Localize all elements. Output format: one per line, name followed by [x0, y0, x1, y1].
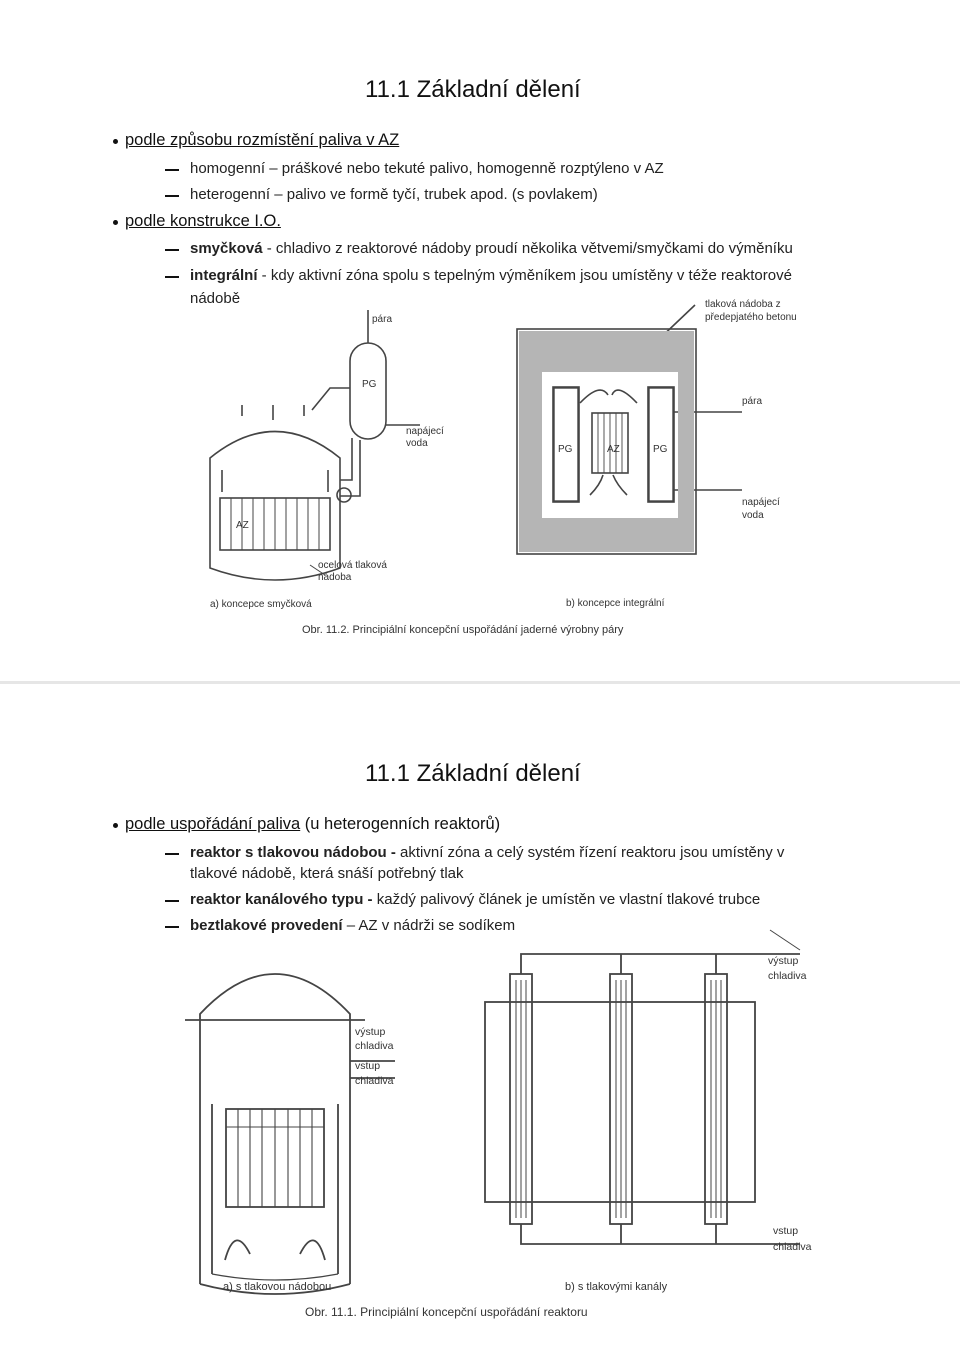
- label-in-b1: vstup: [773, 1225, 799, 1237]
- label-concrete2: předepjatého betonu: [705, 312, 797, 323]
- label-para-a: pára: [372, 314, 393, 325]
- label-az-a: AZ: [236, 520, 249, 531]
- label-concrete1: tlaková nádoba z: [705, 299, 781, 310]
- subbullet-text: – AZ v nádrži se sodíkem: [342, 917, 516, 934]
- bullet-suffix: (u heterogenních reaktorů): [300, 815, 501, 833]
- slide-1: [0, 0, 960, 681]
- figure-caption: Obr. 11.2. Principiální koncepční uspořádání jaderné výrobny páry: [302, 624, 624, 636]
- label-out-b2: chladiva: [768, 970, 807, 982]
- label-pg-a: PG: [362, 379, 377, 390]
- label-feed-a1: napájecí: [406, 426, 444, 437]
- bullet-label: podle způsobu rozmístění paliva v AZ: [125, 131, 400, 149]
- term-integral: integrální: [190, 267, 258, 284]
- label-para-b: pára: [742, 396, 763, 407]
- label-feed-b2: voda: [742, 510, 764, 521]
- label-pg-b-left: PG: [558, 444, 573, 455]
- slide-title: 11.1 Základní dělení: [365, 760, 581, 787]
- label-in-a1: vstup: [355, 1060, 381, 1072]
- steam-generator-vessel: [350, 343, 386, 439]
- label-in-a2: chladiva: [355, 1075, 394, 1087]
- figure-steam-plant: [0, 0, 960, 681]
- label-az-b: AZ: [607, 444, 620, 455]
- term-loop: smyčková: [190, 240, 263, 257]
- term-pressureless: beztlakové provedení: [190, 917, 343, 934]
- bullet-label: podle konstrukce I.O.: [125, 212, 281, 230]
- subbullet-text: homogenní – práškové nebo tekuté palivo, homogenně rozptýleno v AZ: [190, 160, 664, 177]
- label-vessel-a2: nádoba: [318, 572, 352, 583]
- label-feed-b1: napájecí: [742, 497, 780, 508]
- figure-caption: Obr. 11.1. Principiální koncepční uspořádání reaktoru: [305, 1305, 588, 1319]
- label-out-a2: chladiva: [355, 1040, 394, 1052]
- slide-title: 11.1 Základní dělení: [365, 76, 581, 103]
- term-channel-type: reaktor kanálového typu -: [190, 891, 373, 908]
- outlet-header: [521, 954, 800, 974]
- label-pg-b-right: PG: [653, 444, 668, 455]
- slide-2: [0, 684, 960, 1367]
- inlet-header: [521, 1224, 800, 1244]
- bullet-label: podle uspořádání paliva: [125, 815, 301, 833]
- subbullet-text: - chladivo z reaktorové nádoby proudí několika větvemi/smyčkami do výměníku: [262, 240, 793, 257]
- subbullet-continuation: nádobě: [190, 290, 241, 307]
- label-vessel-a1: ocelová tlaková: [318, 560, 387, 571]
- label-out-b1: výstup: [768, 955, 799, 967]
- caption-a: a) koncepce smyčková: [210, 599, 312, 610]
- subbullet-text: heterogenní – palivo ve formě tyčí, trubek apod. (s povlakem): [190, 186, 598, 203]
- subbullet-text: aktivní zóna a celý systém řízení reaktoru jsou umístěny v: [395, 844, 785, 861]
- label-out-a1: výstup: [355, 1026, 386, 1038]
- caption-a: a) s tlakovou nádobou: [223, 1281, 332, 1293]
- term-pressure-vessel: reaktor s tlakovou nádobou -: [190, 844, 396, 861]
- pump-icon: [337, 488, 351, 502]
- label-in-b2: chladiva: [773, 1241, 812, 1253]
- label-feed-a2: voda: [406, 438, 428, 449]
- subbullet-continuation: tlakové nádobě, která snáší potřebný tlak: [190, 865, 464, 882]
- caption-b: b) s tlakovými kanály: [565, 1281, 668, 1293]
- subbullet-text: - kdy aktivní zóna spolu s tepelným výměníkem jsou umístěny v téže reaktorové: [257, 267, 792, 284]
- subbullet-text: každý palivový článek je umístěn ve vlastní tlakové trubce: [372, 891, 761, 908]
- figure-reactor-concepts: [0, 684, 960, 1367]
- caption-b: b) koncepce integrální: [566, 598, 665, 609]
